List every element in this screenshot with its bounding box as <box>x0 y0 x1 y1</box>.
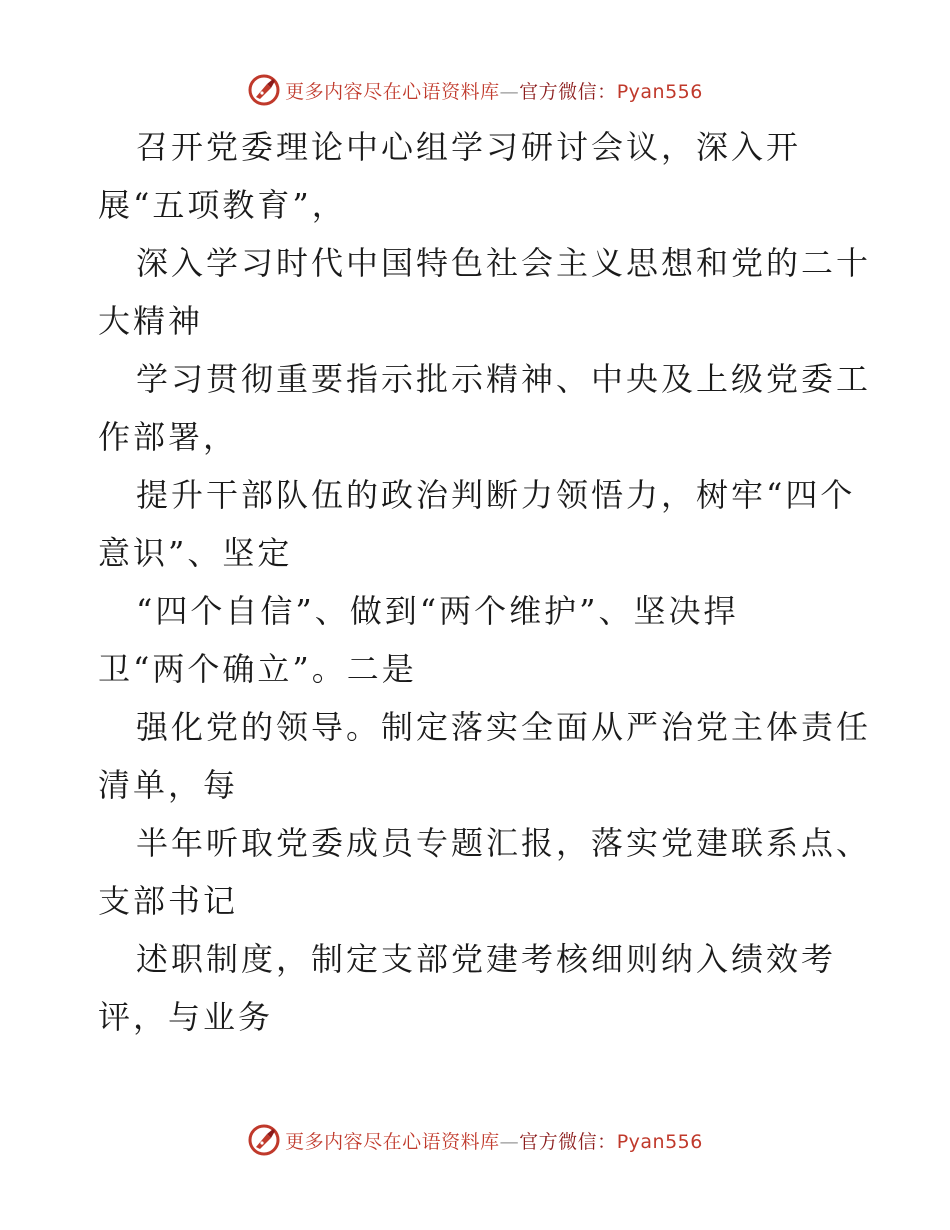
paragraph <box>98 814 872 930</box>
paragraph-line: 支部书记 <box>98 882 239 920</box>
paragraph <box>98 234 872 350</box>
header-watermark <box>0 70 950 110</box>
wechat-id: Pyan556 <box>616 80 703 103</box>
paragraph-line: 评，与业务 <box>98 998 274 1036</box>
paragraph <box>98 930 858 1046</box>
footer-watermark-text <box>285 1127 703 1154</box>
brand-text: 更多内容尽在心语资料库 <box>285 80 500 103</box>
paragraph <box>98 466 858 582</box>
paragraph-line: 作部署， <box>98 418 239 456</box>
header-watermark-text <box>285 77 703 104</box>
pen-nib-logo-icon <box>247 73 281 107</box>
paragraph <box>98 698 872 814</box>
wechat-label: 官方微信： <box>519 80 617 103</box>
paragraph-line: 卫“两个确立”。二是 <box>98 650 417 688</box>
paragraph-line: 强化党的领导。制定落实全面从严治党主体责任 <box>136 708 872 746</box>
paragraph-line: 召开党委理论中心组学习研讨会议，深入开 <box>136 128 802 166</box>
paragraph-line: 意识”、坚定 <box>98 534 293 572</box>
brand-text: 更多内容尽在心语资料库 <box>285 1130 500 1153</box>
wechat-label: 官方微信： <box>519 1130 617 1153</box>
paragraph <box>98 582 858 698</box>
paragraph-line: 学习贯彻重要指示批示精神、中央及上级党委工 <box>136 360 872 398</box>
paragraph-line: 述职制度，制定支部党建考核细则纳入绩效考 <box>136 940 837 978</box>
paragraph <box>98 350 872 466</box>
paragraph-line: 清单，每 <box>98 766 239 804</box>
paragraph-line: 深入学习时代中国特色社会主义思想和党的二十 <box>136 244 872 282</box>
paragraph-line: “四个自信”、做到“两个维护”、坚决捍 <box>136 592 739 630</box>
pen-nib-logo-icon <box>247 1123 281 1157</box>
paragraph-line: 大精神 <box>98 302 204 340</box>
wechat-id: Pyan556 <box>616 1130 703 1153</box>
footer-watermark <box>0 1120 950 1160</box>
separator: — <box>499 1130 520 1153</box>
document-body <box>98 118 872 1046</box>
paragraph <box>98 118 858 234</box>
separator: — <box>499 80 520 103</box>
paragraph-line: 提升干部队伍的政治判断力领悟力，树牢“四个 <box>136 476 856 514</box>
paragraph-line: 展“五项教育”， <box>98 186 347 224</box>
paragraph-line: 半年听取党委成员专题汇报，落实党建联系点、 <box>136 824 872 862</box>
